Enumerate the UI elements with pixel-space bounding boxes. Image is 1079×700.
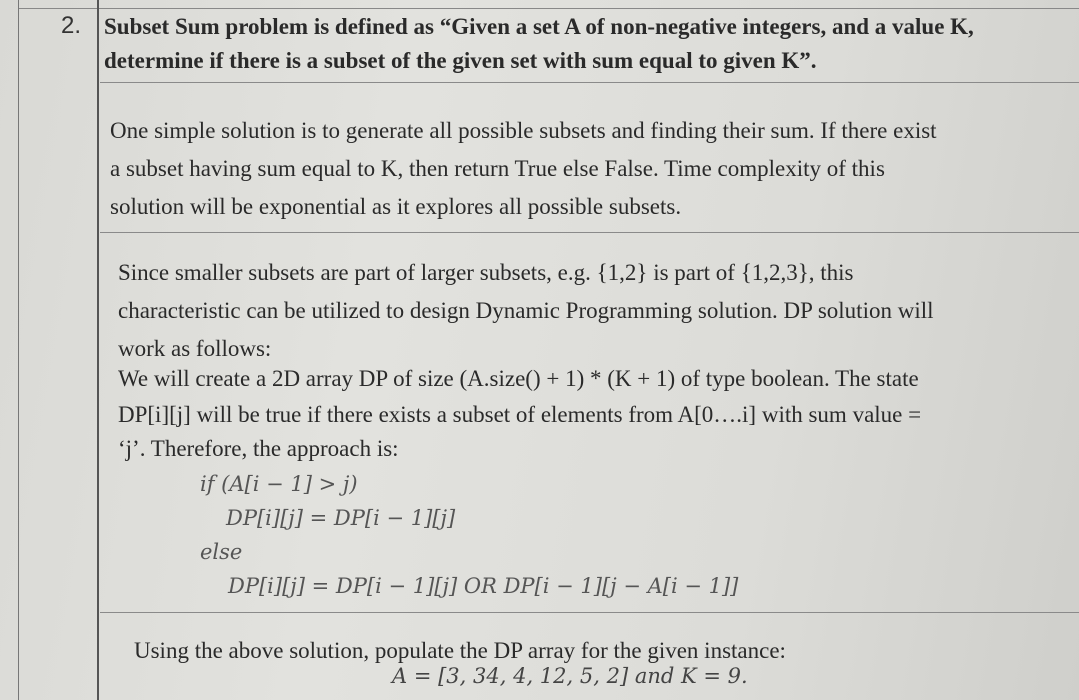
code-line-3: else xyxy=(200,540,243,564)
code-line-2: DP[i][j] = DP[i − 1][j] xyxy=(226,506,456,530)
para3-line-1: We will create a 2D array DP of size (A.size() + 1) * (K + 1) of type boolean. The state xyxy=(118,366,919,391)
task-line: Using the above solution, populate the DP array for the given instance: xyxy=(134,638,786,663)
row-divider-1 xyxy=(100,82,1079,83)
code-line-4: DP[i][j] = DP[i − 1][j] OR DP[i − 1][j − A[i − 1]] xyxy=(228,574,739,598)
para1-line-2: a subset having sum equal to K, then return True else False. Time complexity of this xyxy=(110,156,885,181)
intro-line-1: Subset Sum problem is defined as “Given a set A of non-negative integers, and a value K, xyxy=(104,14,974,39)
para1-line-1: One simple solution is to generate all possible subsets and finding their sum. If there exist xyxy=(110,118,937,143)
question-number: 2. xyxy=(61,12,82,39)
para3-line-3: ‘j’. Therefore, the approach is: xyxy=(118,436,399,461)
instance-line: A = [3, 34, 4, 12, 5, 2] and K = 9. xyxy=(392,664,748,688)
row-divider-3 xyxy=(100,612,1079,613)
para2-line-2: characteristic can be utilized to design Dynamic Programming solution. DP solution will xyxy=(118,298,934,323)
question-number-cell xyxy=(18,0,99,700)
para1-line-3: solution will be exponential as it explores all possible subsets. xyxy=(110,194,682,219)
row-divider-2 xyxy=(100,232,1079,233)
para2-line-3: work as follows: xyxy=(118,336,272,361)
intro-line-2: determine if there is a subset of the given set with sum equal to given K”. xyxy=(104,48,817,73)
para3-line-2: DP[i][j] will be true if there exists a subset of elements from A[0….i] with sum value = xyxy=(118,402,922,427)
para2-line-1: Since smaller subsets are part of larger subsets, e.g. {1,2} is part of {1,2,3}, this xyxy=(118,260,854,285)
code-line-1: if (A[i − 1] > j) xyxy=(200,472,358,496)
table-top-border xyxy=(18,8,1079,9)
